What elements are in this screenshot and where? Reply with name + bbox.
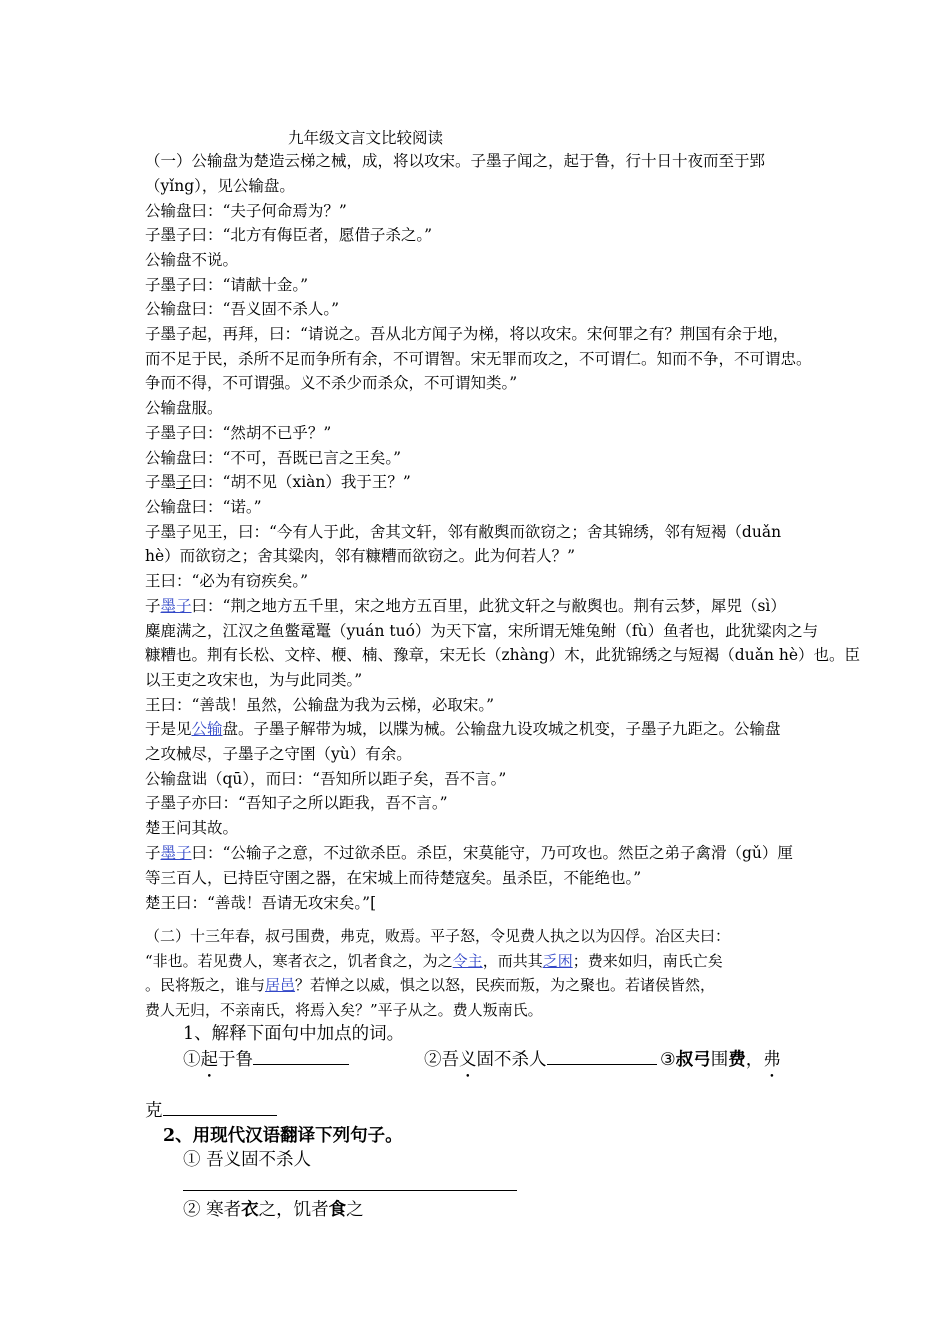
question-1-item-3-cont (145, 1097, 277, 1125)
text-line: （yǐng），见公输盘。 (145, 177, 295, 195)
dotted-word: 义 (459, 1050, 477, 1070)
text-run: 盘。子墨子解带为城，以牒为械。公输盘九设攻城之机变，子墨子九距之。公输盘 (222, 720, 781, 738)
text-run: 之，饥者 (258, 1200, 329, 1220)
text-line: 等三百人，已持臣守圉之器，在宋城上而待楚寇矣。虽杀臣，不能绝也。” (145, 869, 642, 887)
text-line: （二）十三年春，叔弓围费，弗克，败焉。平子怒，令见费人执之以为囚俘。冶区夫曰： (145, 927, 731, 945)
text-run: 之 (346, 1200, 364, 1220)
text-run: 。民将叛之，谁与 (145, 976, 266, 994)
text-line: 子墨子曰：“北方有侮臣者，愿借子杀之。” (145, 226, 433, 244)
answer-blank[interactable] (547, 1046, 657, 1065)
text-run: 曰：“公输子之意，不过欲杀臣。杀臣，宋莫能守，乃可攻也。然臣之弟子禽滑（gǔ）厘 (191, 844, 793, 862)
text-run: ②吾 (424, 1050, 459, 1070)
bold-text: 食 (328, 1200, 347, 1220)
text-line: 而不足于民，杀所不足而争所有余，不可谓智。宋无罪而攻之，不可谓仁。知而不争，不可谓忠。 (145, 350, 812, 368)
text-line: 之攻械尽，子墨子之守圉（yù）有余。 (145, 745, 412, 763)
answer-line[interactable] (183, 1190, 517, 1191)
text-run: 于是见 (145, 720, 192, 738)
text-line: 公输盘不说。 (145, 251, 239, 269)
text-line: 王曰：“善哉！虽然，公输盘为我为云梯，必取宋。” (145, 696, 495, 714)
text-run: 曰：“荆之地方五千里，宋之地方五百里，此犹文轩之与敝舆也。荆有云梦，犀兕（sì） (191, 597, 786, 615)
bold-text: 费 (728, 1050, 746, 1070)
hyperlink-lingzhu[interactable]: 令主 (452, 952, 483, 970)
text-line (145, 973, 715, 997)
text-run: ？若惮之以威，惧之以怒，民疾而叛，为之聚也。若诸侯皆然， (295, 976, 716, 994)
text-run: 曰：“胡不见（xiàn）我于王？” (191, 473, 411, 491)
hyperlink-fakun[interactable]: 乏困 (542, 952, 573, 970)
underlined-text: 子 (176, 473, 192, 491)
text-line: 楚王曰：“善哉！吾请无攻宋矣。”[ (145, 894, 377, 912)
text-line: hè）而欲窃之；舍其粱肉，邻有糠糟而欲窃之。此为何若人？” (145, 547, 576, 565)
question-1-item-2 (424, 1046, 657, 1074)
text-line: 麋鹿满之，江汉之鱼鳖鼋鼍（yuán tuó）为天下富，宋所谓无雉兔鲋（fù）鱼者也，此犹粱肉之与 (145, 622, 819, 640)
text-run: 子 (145, 597, 161, 615)
text-line (145, 949, 723, 973)
answer-blank[interactable] (253, 1046, 349, 1065)
text-run: ；费来如归，南氏亡矣 (572, 952, 723, 970)
text-run: 子 (145, 844, 161, 862)
hyperlink-mozi[interactable]: 墨子 (160, 597, 192, 615)
text-line: 公输盘曰：“诺。” (145, 498, 262, 516)
text-run: 子墨 (145, 473, 177, 491)
question-2-item-2 (183, 1196, 364, 1224)
question-1-item-1 (183, 1046, 349, 1074)
text-line: 公输盘曰：“不可，吾既已言之王矣。” (145, 449, 402, 467)
text-line: 子墨子亦曰：“吾知子之所以距我，吾不言。” (145, 794, 448, 812)
question-1-item-3 (660, 1046, 781, 1074)
text-line: （一）公输盘为楚造云梯之械，成，将以攻宋。子墨子闻之，起于鲁，行十日十夜而至于郢 (145, 152, 766, 170)
text-run: ② 寒者 (183, 1200, 242, 1220)
dotted-word: 起 (200, 1050, 218, 1070)
bold-text: 衣 (241, 1200, 259, 1220)
text-run: 围 (710, 1050, 729, 1070)
text-run: ，而共其 (482, 952, 543, 970)
text-line: 公输盘诎（qū），而曰：“吾知所以距子矣，吾不言。” (145, 770, 507, 788)
text-line (145, 717, 781, 741)
text-line: 以王吏之攻宋也，为与此同类。” (145, 671, 363, 689)
hyperlink-gongshu[interactable]: 公输 (191, 720, 223, 738)
question-2-title: 2、用现代汉语翻译下列句子。 (163, 1126, 403, 1146)
text-line: 王曰：“必为有窃疾矣。” (145, 572, 309, 590)
text-run: 于鲁 (218, 1050, 253, 1070)
text-line: 费人无归，不亲南氏，将焉入矣？”平子从之。费人叛南氏。 (145, 1001, 543, 1019)
text-line (145, 841, 793, 865)
question-2-item-1: ① 吾义固不杀人 (183, 1150, 312, 1170)
text-run: 固不杀人 (476, 1050, 547, 1070)
text-run: ③ (660, 1050, 676, 1070)
text-line: 糠糟也。荆有长松、文梓、楩、楠、豫章，宋无长（zhàng）木，此犹锦绣之与短褐（duǎn hè）也。臣 (145, 646, 861, 664)
text-run: ， (745, 1050, 764, 1070)
text-line: 公输盘曰：“夫子何命焉为？” (145, 202, 347, 220)
text-line: 公输盘曰：“吾义固不杀人。” (145, 300, 340, 318)
bold-text: 叔弓 (675, 1050, 711, 1070)
text-line: 子墨子起，再拜，曰：“请说之。吾从北方闻子为梯，将以攻宋。宋何罪之有？荆国有余于地， (145, 325, 789, 343)
text-line: 子墨子曰：“请献十金。” (145, 276, 309, 294)
document-title: 九年级文言文比较阅读 (288, 129, 444, 147)
text-line: 公输盘服。 (145, 399, 223, 417)
text-line (145, 594, 786, 618)
text-line: 子墨子见王，曰：“今有人于此，舍其文轩，邻有敝舆而欲窃之；舍其锦绣，邻有短褐（duǎn (145, 523, 782, 541)
text-line: 楚王问其故。 (145, 819, 239, 837)
text-line (145, 470, 411, 494)
text-run: 克 (145, 1101, 163, 1121)
text-run: “非也。若见费人，寒者衣之，饥者食之，为之 (145, 952, 453, 970)
text-run: ① (183, 1050, 201, 1070)
hyperlink-juyi[interactable]: 居邑 (265, 976, 296, 994)
text-line: 争而不得，不可谓强。义不杀少而杀众，不可谓知类。” (145, 374, 518, 392)
question-1-title: 1、解释下面句中加点的词。 (183, 1024, 405, 1044)
text-line: 子墨子曰：“然胡不已乎？” (145, 424, 332, 442)
dotted-word: 弗 (763, 1050, 781, 1070)
answer-blank[interactable] (163, 1097, 277, 1116)
hyperlink-mozi[interactable]: 墨子 (160, 844, 192, 862)
